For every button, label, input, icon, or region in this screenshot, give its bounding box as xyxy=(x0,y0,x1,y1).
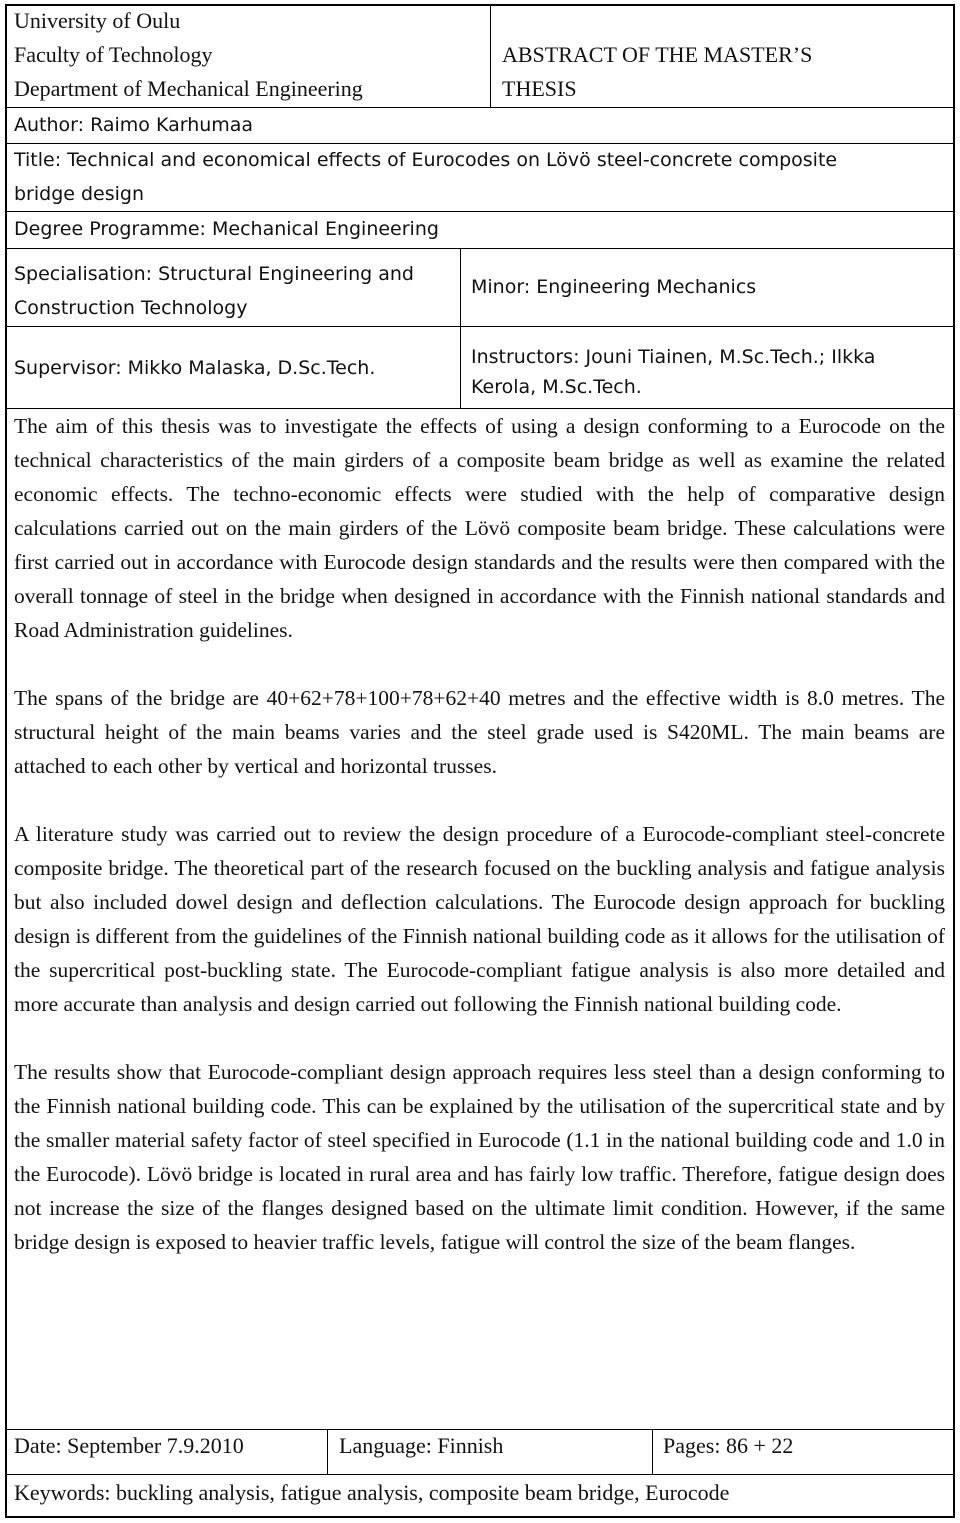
rule-after-degree xyxy=(5,248,955,249)
specialisation-divider xyxy=(460,248,461,408)
supervisor-field xyxy=(14,351,375,385)
author-text: Author: Raimo Karhumaa xyxy=(14,114,254,136)
abstract-paragraph-1: The aim of this thesis was to investigate the effects of using a design conforming to a Eurocode on the technical characteristics of the main girders of a composite beam bridge as well as examine the related economic effects. The techno-economic effects were studied with the help of comparative design calculations carried out on the main girders of the Lövö composite beam bridge. These calculations were first carried out in accordance with Eurocode design standards and the results were then compared with the overall tonnage of steel in the bridge when designed in accordance with the Finnish national standards and Road Administration guidelines. xyxy=(14,414,945,642)
keywords-field xyxy=(14,1476,729,1510)
footer-divider-1 xyxy=(327,1429,328,1474)
specialisation-line2: Construction Technology xyxy=(14,297,248,319)
abstract-paragraph-2: The spans of the bridge are 40+62+78+100+78+62+40 metres and the effective width is 8.0 metres. The structural height of the main beams varies and the steel grade used is S420ML. The main beams are attached to each other by vertical and horizontal trusses. xyxy=(14,686,945,778)
document-type xyxy=(502,38,812,106)
date-field xyxy=(14,1429,244,1463)
document-type-line1: ABSTRACT OF THE MASTER’S xyxy=(502,42,813,67)
author-field xyxy=(14,108,253,142)
degree-programme-field xyxy=(14,212,439,246)
department-name: Department of Mechanical Engineering xyxy=(14,76,363,101)
title-field xyxy=(14,143,837,211)
title-line1: Title: Technical and economical effects of Eurocodes on Lövö steel-concrete composite xyxy=(14,149,838,171)
instructors-line2: Kerola, M.Sc.Tech. xyxy=(471,376,642,398)
degree-programme-text: Degree Programme: Mechanical Engineering xyxy=(14,218,439,240)
faculty-name: Faculty of Technology xyxy=(14,42,213,67)
pages-field xyxy=(663,1429,793,1463)
minor-field xyxy=(471,270,756,304)
instructors-field xyxy=(471,340,875,404)
document-type-line2: THESIS xyxy=(502,76,577,101)
footer-divider-2 xyxy=(652,1429,653,1474)
supervisor-text: Supervisor: Mikko Malaska, D.Sc.Tech. xyxy=(14,357,376,379)
instructors-line1: Instructors: Jouni Tiainen, M.Sc.Tech.; Ilkka xyxy=(471,346,876,368)
minor-text: Minor: Engineering Mechanics xyxy=(471,276,757,298)
title-line2: bridge design xyxy=(14,183,145,205)
abstract-paragraph-3: A literature study was carried out to review the design procedure of a Eurocode-compliant steel-concrete composite bridge. The theoretical part of the research focused on the buckling analysis and fatigue analysis but also included dowel design and deflection calculations. The Eurocode design approach for buckling design is different from the guidelines of the Finnish national building code as it allows for the utilisation of the supercritical post-buckling state. The Eurocode-compliant fatigue analysis is also more detailed and more accurate than analysis and design carried out following the Finnish national building code. xyxy=(14,822,945,1016)
header-divider xyxy=(490,4,491,108)
specialisation-field xyxy=(14,257,414,325)
specialisation-line1: Specialisation: Structural Engineering and xyxy=(14,263,414,285)
date-text: Date: September 7.9.2010 xyxy=(14,1433,244,1458)
pages-text: Pages: 86 + 22 xyxy=(663,1433,794,1458)
abstract-paragraph-4: The results show that Eurocode-compliant design approach requires less steel than a design conforming to the Finnish national building code. This can be explained by the utilisation of the supercritical state and by the smaller material safety factor of steel specified in Eurocode (1.1 in the national building code and 1.0 in the Eurocode). Lövö bridge is located in rural area and has fairly low traffic. Therefore, fatigue design does not increase the size of the flanges designed based on the ultimate limit condition. However, if the same bridge design is exposed to heavier traffic levels, fatigue will control the size of the beam flanges. xyxy=(14,1060,945,1254)
abstract-body xyxy=(14,409,945,1259)
language-field xyxy=(339,1429,503,1463)
rule-before-keywords xyxy=(5,1474,955,1475)
rule-after-specialisation xyxy=(5,326,955,327)
language-text: Language: Finnish xyxy=(339,1433,504,1458)
keywords-text: Keywords: buckling analysis, fatigue analysis, composite beam bridge, Eurocode xyxy=(14,1480,730,1505)
university-name: University of Oulu xyxy=(14,8,181,33)
header-institution xyxy=(14,4,363,106)
